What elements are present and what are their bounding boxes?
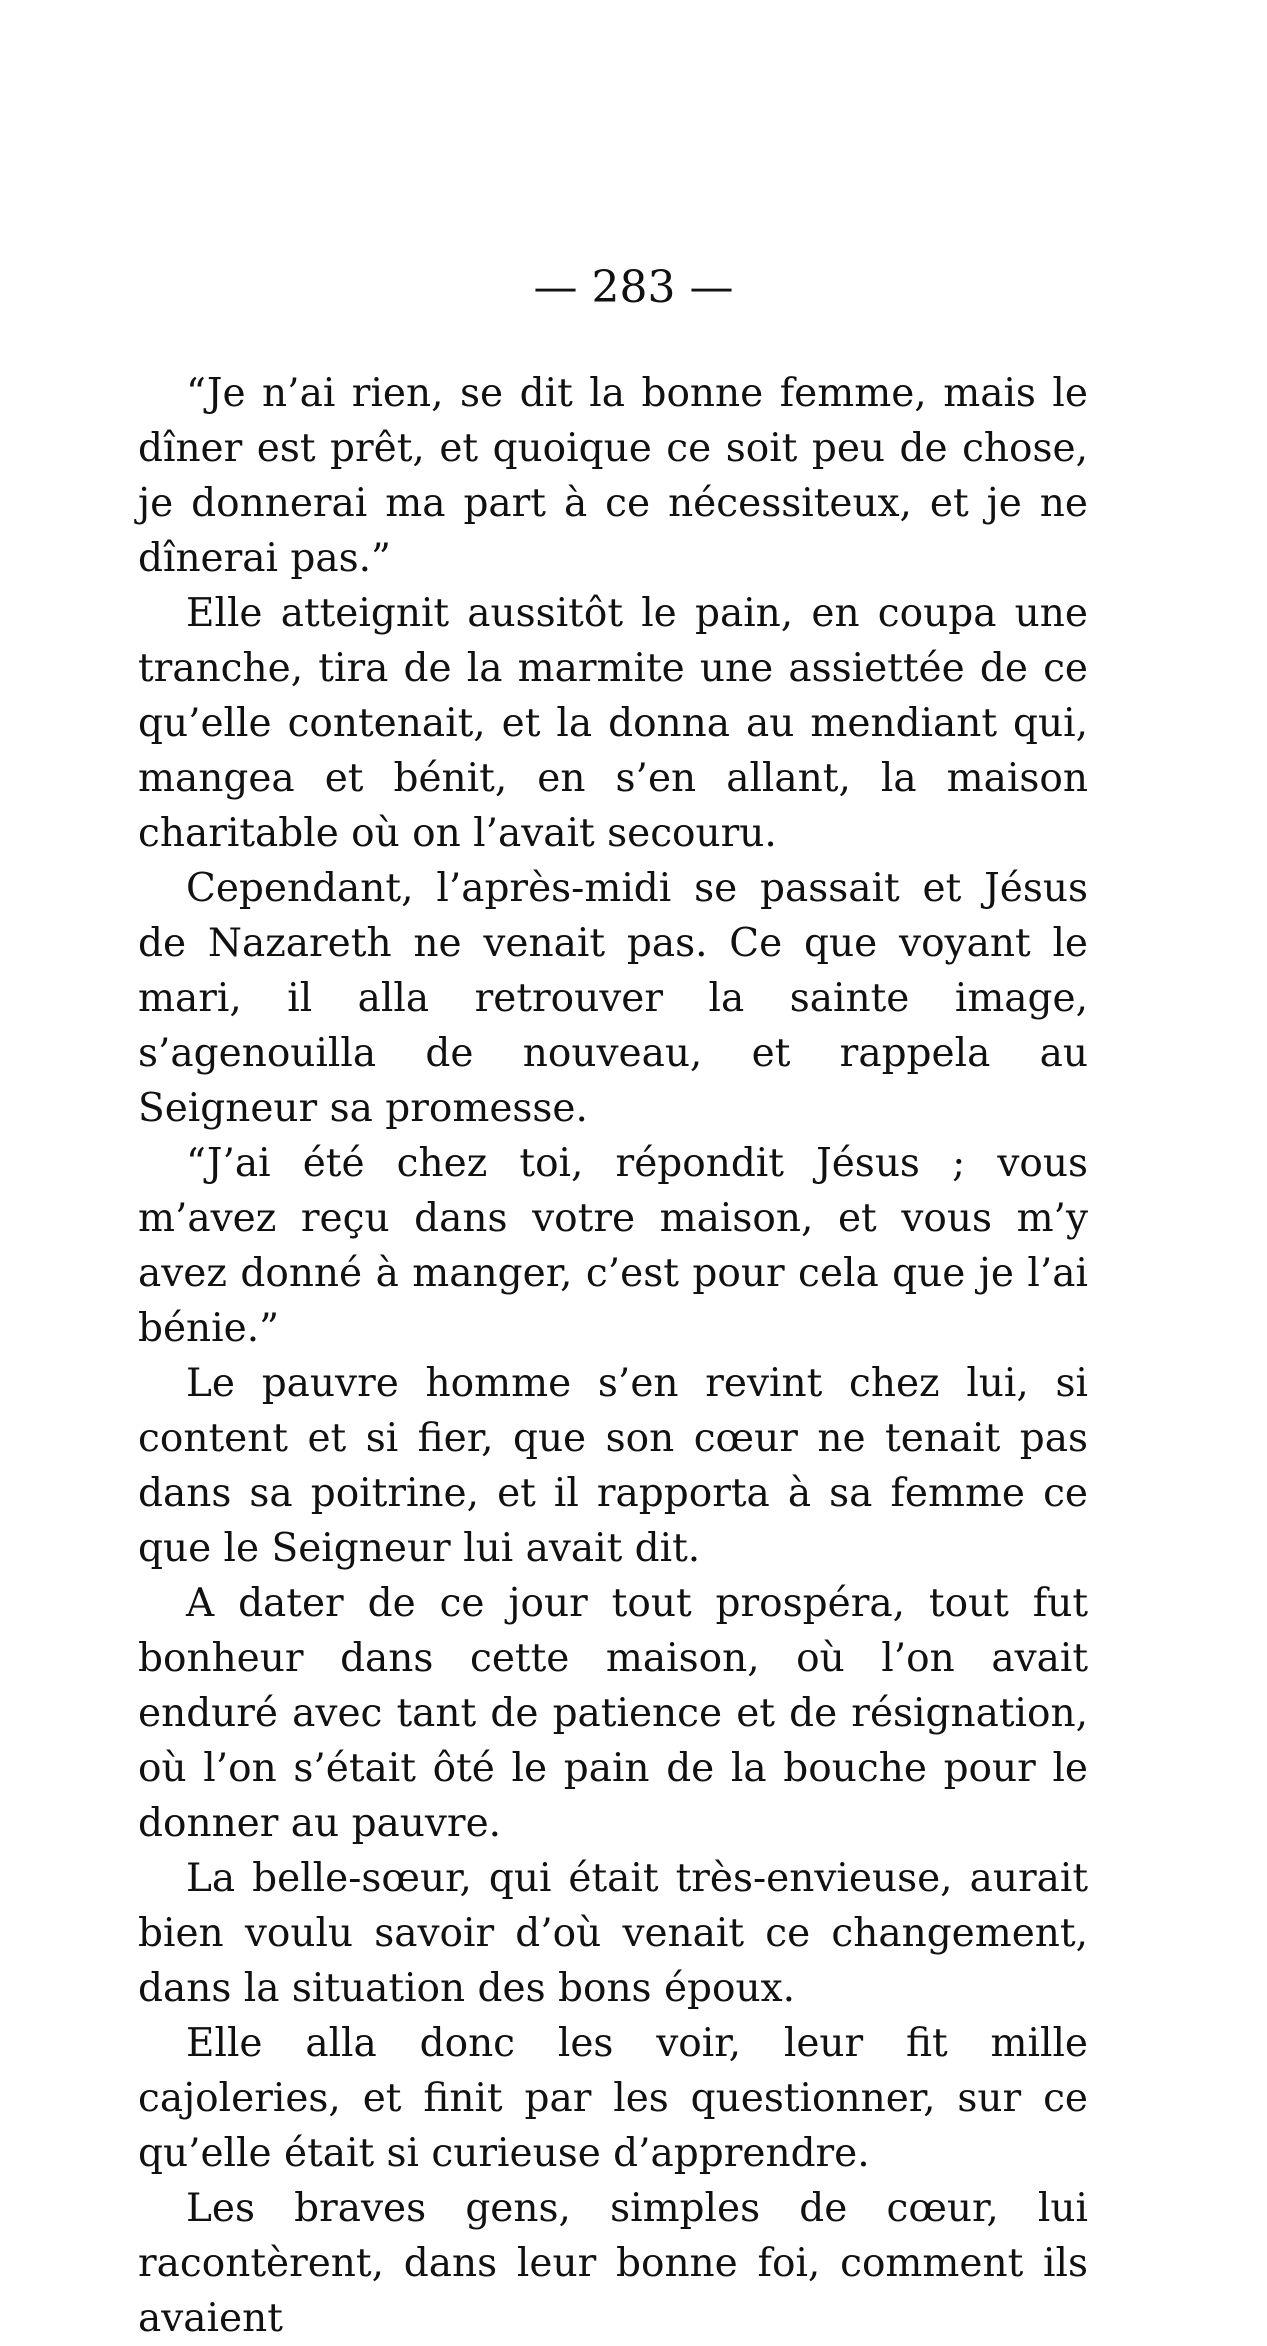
body-text [138, 366, 1088, 2346]
paragraph: A dater de ce jour tout prospéra, tout fut bonheur dans cette maison, où l’on avait enduré avec tant de patience et de résignation, où l’on s’était ôté le pain de la bouche pour le donner au pauvre. [138, 1581, 1088, 1846]
paragraph: “J’ai été chez toi, répondit Jésus ; vous m’avez reçu dans votre maison, et vous m’y avez donné à manger, c’est pour cela que je l’ai bénie.” [138, 1141, 1088, 1351]
page-number: — 283 — [533, 262, 734, 313]
paragraph: Elle atteignit aussitôt le pain, en coupa une tranche, tira de la marmite une assiettée de ce qu’elle contenait, et la donna au mendiant qui, mangea et bénit, en s’en allant, la maison charitable où on l’avait secouru. [138, 591, 1088, 856]
paragraph: Elle alla donc les voir, leur fit mille cajoleries, et finit par les questionner, sur ce qu’elle était si curieuse d’apprendre. [138, 2021, 1088, 2176]
paragraph: Le pauvre homme s’en revint chez lui, si content et si fier, que son cœur ne tenait pas dans sa poitrine, et il rapporta à sa femme ce que le Seigneur lui avait dit. [138, 1361, 1088, 1571]
paragraph: “Je n’ai rien, se dit la bonne femme, mais le dîner est prêt, et quoique ce soit peu de chose, je donnerai ma part à ce nécessiteux, et je ne dînerai pas.” [138, 371, 1088, 581]
paragraph: Cependant, l’après-midi se passait et Jésus de Nazareth ne venait pas. Ce que voyant le mari, il alla retrouver la sainte image, s’agenouilla de nouveau, et rappela au Seigneur sa promesse. [138, 866, 1088, 1131]
paragraph: Les braves gens, simples de cœur, lui racontèrent, dans leur bonne foi, comment ils avaient [138, 2186, 1088, 2341]
paragraph: La belle-sœur, qui était très-envieuse, aurait bien voulu savoir d’où venait ce changement, dans la situation des bons époux. [138, 1856, 1088, 2011]
